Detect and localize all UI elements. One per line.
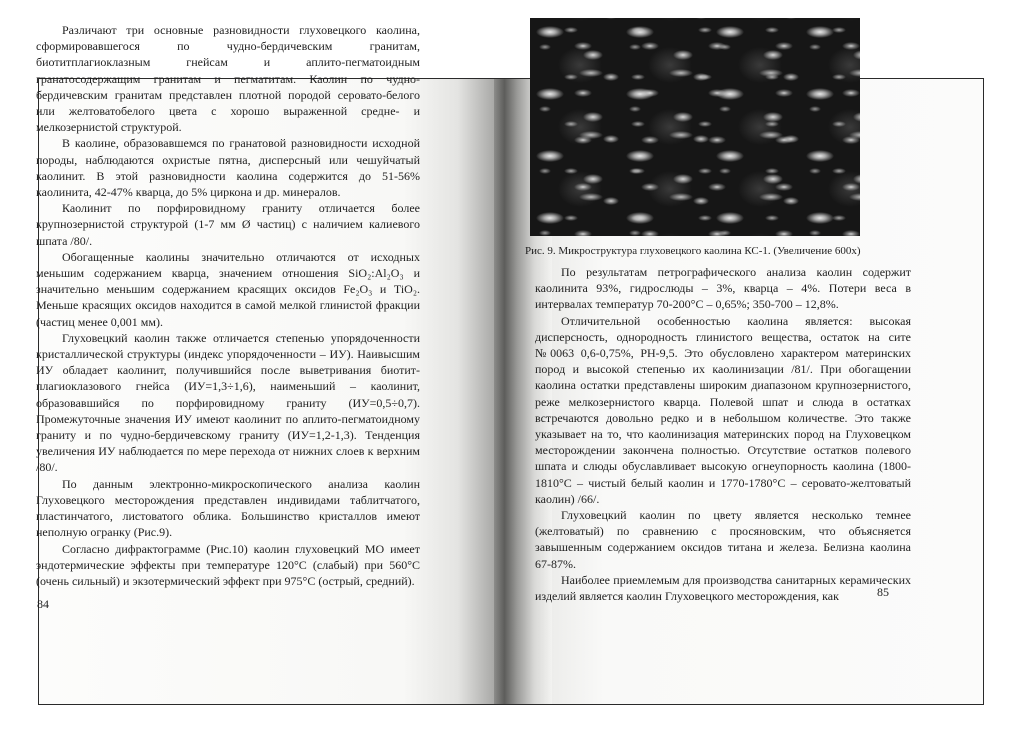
paragraph: Глуховецкий каолин по цвету является несколько темнее (желтоватый) по сравнению с просяновским, что объясняется завышенным содержанием оксидов титана и железа. Белизна каолина 67-87%. — [535, 508, 911, 571]
paragraph: Различают три основные разновидности глуховецкого каолина, сформировавшегося по чудно-бердичевским гранитам, биотитплагиоклазным гнейсам и аплито-пегматоидным гранатосодержащим гранитам и пегматитам. Каолин по чудно-бердичевским гранитам представлен плотной породой серовато-белого или желтоватобелого цвета с хорошо выраженной средне- и мелкозернистой структурой. — [36, 23, 420, 135]
left-page-text — [36, 22, 420, 589]
paragraph: Каолинит по порфировидному граниту отличается более крупнозернистой структурой (1-7 мм Ø частиц) с наличием калиевого шпата /80/. — [36, 201, 420, 248]
right-page-text — [535, 264, 911, 604]
paragraph: В каолине, образовавшемся по гранатовой разновидности исходной породы, наблюдаются охристые пятна, дисперсный или чешуйчатый каолинит. В этой разновидности каолина содержится до 51-56% каолинита, 42-47% кварца, до 5% циркона и др. минералов. — [36, 136, 420, 200]
paragraph: По результатам петрографического анализа каолин содержит каолинита 93%, гидрослюды – 3%, кварца – 4%. Потери веса в интервалах температур 70-200°С – 0,65%; 350-700 – 12,8%. — [535, 265, 911, 312]
paragraph: Наиболее приемлемым для производства санитарных керамических изделий является каолин Глуховецкого месторождения, как — [535, 572, 911, 604]
figure-caption: Рис. 9. Микроструктура глуховецкого каолина КС-1. (Увеличение 600х) — [525, 245, 861, 257]
paragraph: Согласно дифрактограмме (Рис.10) каолин глуховецкий МО имеет эндотермические эффекты при температуре 120°С (слабый) при 560°С (очень сильный) и экзотермический эффект при 975°С (острый, средний). — [36, 541, 420, 588]
paragraph: Отличительной особенностью каолина является: высокая дисперсность, однородность глинистого вещества, остаток на сите №0063 0,6-0,75%, РН-9,5. Это обусловлено характером материнских пород и высокой степенью их каолинизации /81/. При обогащении каолина остатки представлены широким диапазоном крупнозернистого, реже мелкозернистого кварца. Полевой шпат и слюда в остатках встречаются довольно редко и в небольшом количестве. Это также указывает на то, что каолинизация материнских пород на Глуховецком месторождении закончена полностью. Отсутствие остатков полевого шпата и слюды обуславливает высокую огнеупорность каолина (1800-1810°С – чистый белый каолин и 1770-1780°С – серовато-желтоватый каолин) /66/. — [535, 313, 911, 506]
paragraph: По данным электронно-микроскопического анализа каолин Глуховецкого месторождения представлен индивидами таблитчатого, пластинчатого, листоватого облика. Большинство кристаллов имеют неполную огранку (Рис.9). — [36, 476, 420, 540]
micrograph-image — [530, 18, 860, 236]
paragraph: Глуховецкий каолин также отличается степенью упорядоченности кристаллической структуры (индекс упорядоченности – ИУ). Наивысшим ИУ обладает каолинит, получившийся после выветривания биотит-плагиоклазового гнейса (ИУ=1,3÷1,6), наименьший – каолинит, образовавшийся по порфировидному граниту (ИУ=0,5÷0,7). Промежуточные значения ИУ имеют каолинит по аплито-пегматоидному граниту и по чудно-бердичевскому граниту (ИУ=1,2-1,3). Тенденция увеличения ИУ наблюдается по мере перехода от нижних слоев к верхним /80/. — [36, 330, 420, 475]
page-number-left: 84 — [37, 597, 49, 611]
paragraph: Обогащенные каолины значительно отличаются от исходных меньшим содержанием кварца, значением отношения SiO₂:Al₂O₃ и значительно меньшим содержанием красящих оксидов Fe₂O₃ и TiO₂. Меньше красящих оксидов находится в самой мелкой глинистой фракции (частиц менее 0,001 мм). — [36, 249, 420, 329]
page-number-right: 85 — [877, 585, 889, 599]
